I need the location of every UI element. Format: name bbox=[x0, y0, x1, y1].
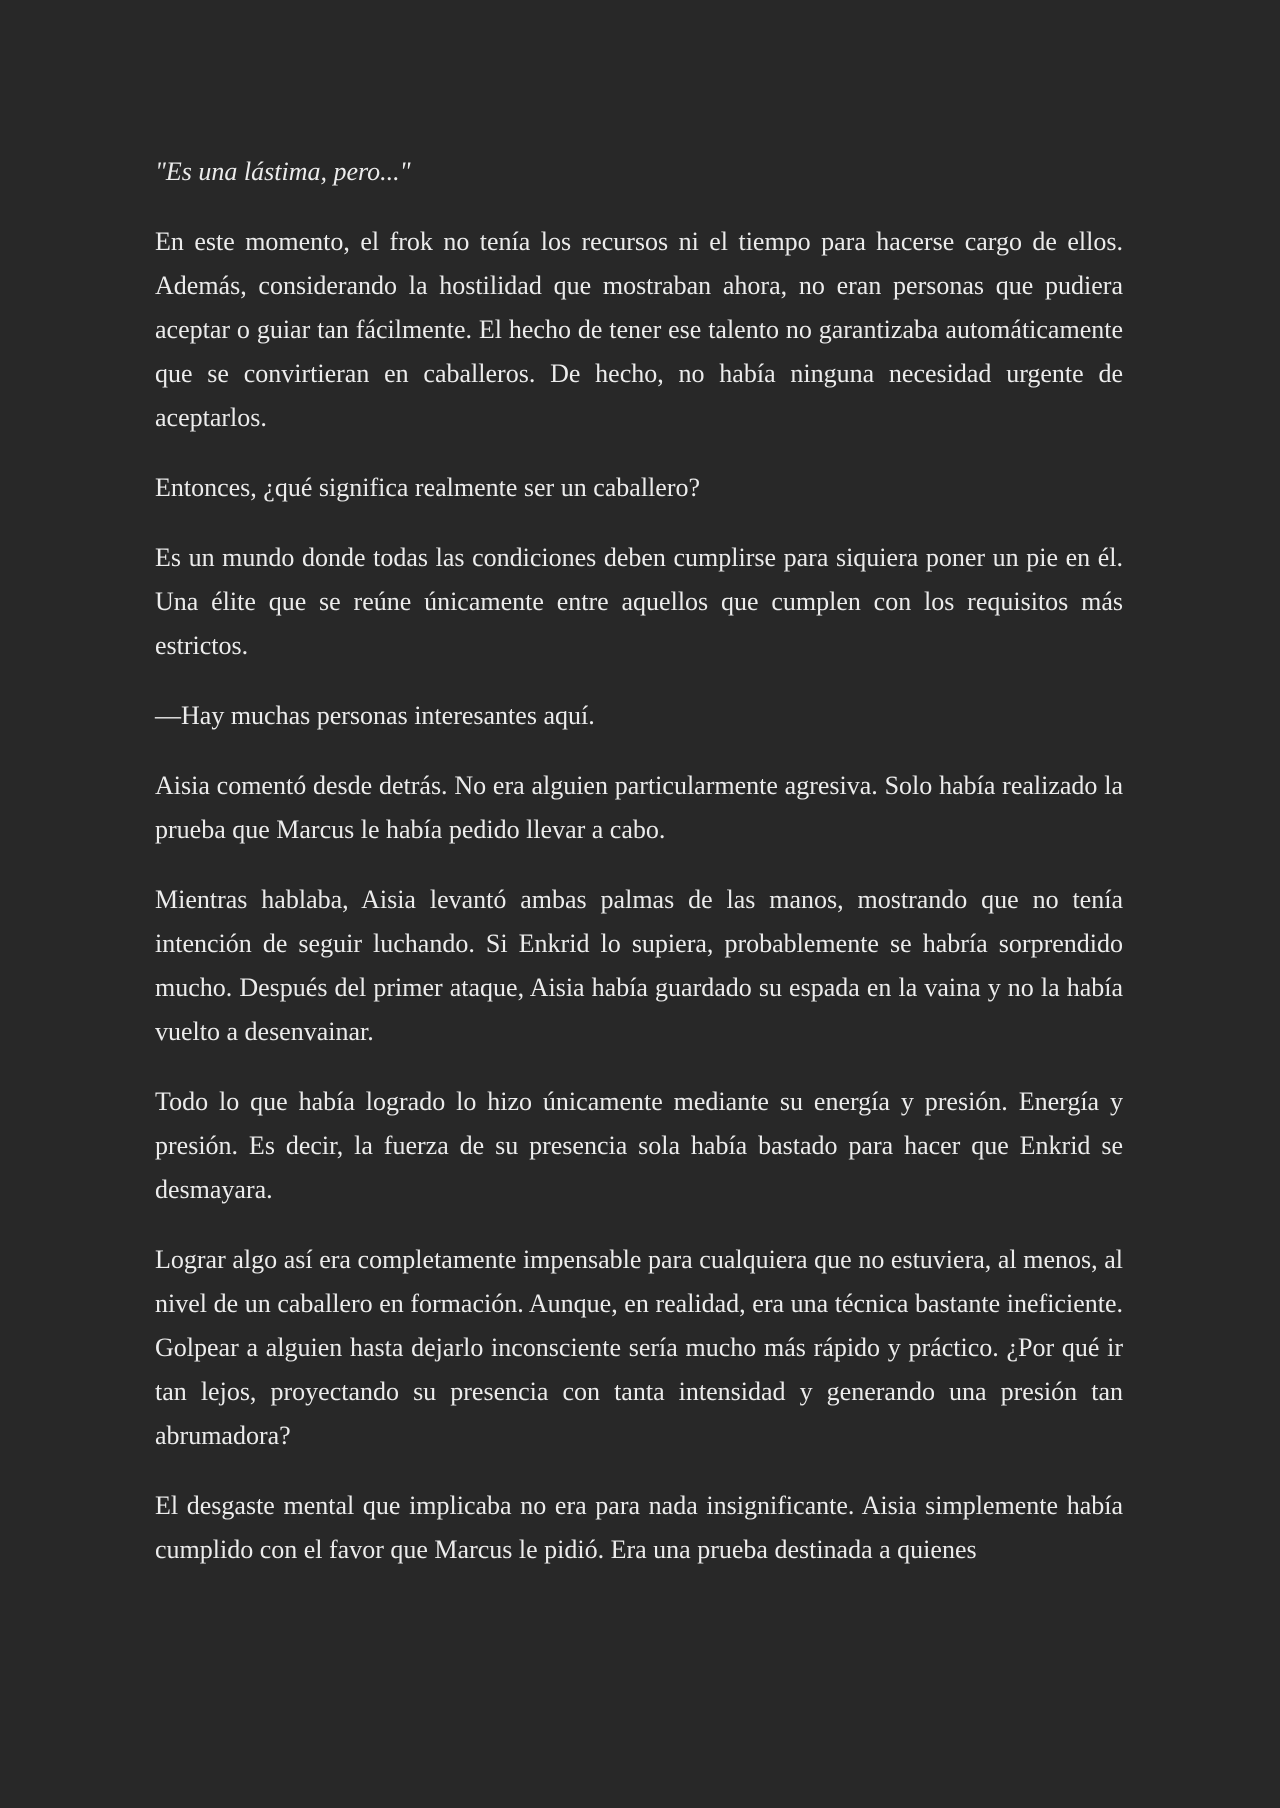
paragraph-dialogue: —Hay muchas personas interesantes aquí. bbox=[155, 701, 595, 730]
paragraph: Todo lo que había logrado lo hizo únicamente mediante su energía y presión. Energía y presión. Es decir, la fuerza de su presencia sola había bastado para hacer que Enkrid se desmayara. bbox=[155, 1087, 1123, 1204]
paragraph: Mientras hablaba, Aisia levantó ambas palmas de las manos, mostrando que no tenía intención de seguir luchando. Si Enkrid lo supiera, probablemente se habría sorprendido mucho. Después del primer ataque, Aisia había guardado su espada en la vaina y no la había vuelto a desenvainar. bbox=[155, 885, 1123, 1046]
paragraph: El desgaste mental que implicaba no era para nada insignificante. Aisia simplemente había cumplido con el favor que Marcus le pidió. Era una prueba destinada a quienes bbox=[155, 1491, 1123, 1564]
reading-page bbox=[155, 150, 1123, 1598]
paragraph: Lograr algo así era completamente impensable para cualquiera que no estuviera, al menos, al nivel de un caballero en formación. Aunque, en realidad, era una técnica bastante ineficiente. Golpear a alguien hasta dejarlo inconsciente sería mucho más rápido y práctico. ¿Por qué ir tan lejos, proyectando su presencia con tanta intensidad y generando una presión tan abrumadora? bbox=[155, 1245, 1123, 1450]
paragraph-quote: "Es una lástima, pero..." bbox=[155, 157, 411, 186]
paragraph: Entonces, ¿qué significa realmente ser un caballero? bbox=[155, 473, 701, 502]
paragraph: Aisia comentó desde detrás. No era alguien particularmente agresiva. Solo había realizado la prueba que Marcus le había pedido llevar a cabo. bbox=[155, 771, 1123, 844]
paragraph: En este momento, el frok no tenía los recursos ni el tiempo para hacerse cargo de ellos. Además, considerando la hostilidad que mostraban ahora, no eran personas que pudiera aceptar o guiar tan fácilmente. El hecho de tener ese talento no garantizaba automáticamente que se convirtieran en caballeros. De hecho, no había ninguna necesidad urgente de aceptarlos. bbox=[155, 227, 1123, 432]
paragraph: Es un mundo donde todas las condiciones deben cumplirse para siquiera poner un pie en él. Una élite que se reúne únicamente entre aquellos que cumplen con los requisitos más estrictos. bbox=[155, 543, 1123, 660]
